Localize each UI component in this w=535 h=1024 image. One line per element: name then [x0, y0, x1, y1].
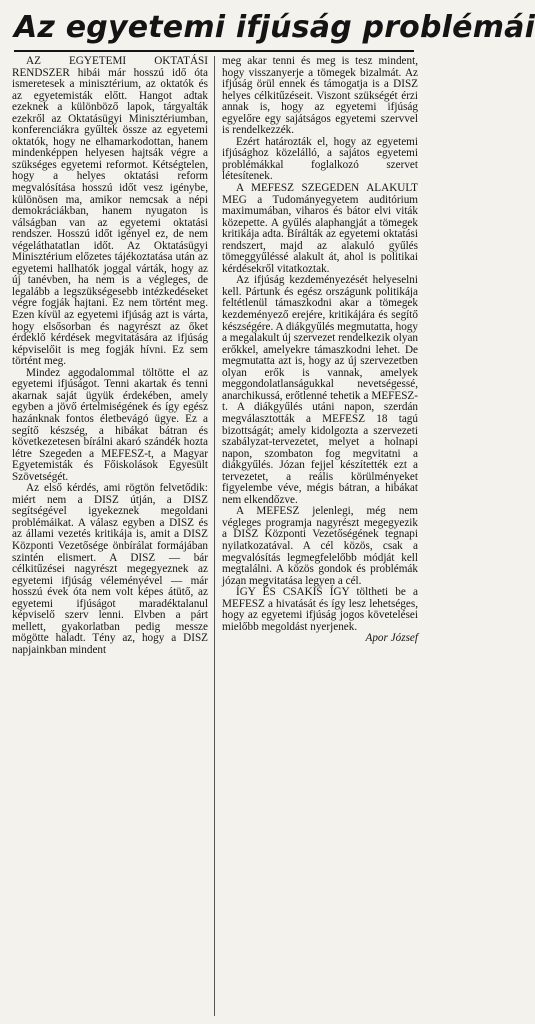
column-divider — [214, 56, 215, 1016]
paragraph-intro: AZ EGYETEMI OKTATÁSI RENDSZER hibái már hosszú idő óta ismeretesek a minisztérium, az oktatók és az egyetemisták előtt. Hangot adtak ezeknek a különböző lapok, tárgyalták ezekről az Oktatásügyi Minisztériumban, konferenciákra gyűltek össze az egyetemi oktatók, hogy ne elhamarkodottan, hanem mindenképpen helyesen hajtsák végre a szükséges egyetemi reformot. Kétségtelen, hogy a helyes oktatási reform megvalósítása hosszú időt vesz igénybe, különösen ma, amikor nemcsak a népi demokráciákban, hanem nyugaton is válságban van az egyetemi oktatási rendszer. Hosszú időt igényel ez, de nem végeláthatatlan időt. Az Oktatásügyi Minisztérium előzetes tájékoztatása után az egyetemi hallhatók joggal várták, hogy az új tanévben, ha nem is a végleges, de legalább a legszükségesebb intézkedéseket végre fogják hajtani. Ez nem történt meg. Ezen kívül az egyetemi ifjúság azt is várta, hogy elsősorban és nagyrészt az őket érdeklő kérdések megvitatására az ifjúság képviselőit is meg fogják hívni. Ez sem történt meg. — [12, 55, 208, 368]
paragraph-founding: A MEFESZ SZEGEDEN ALAKULT MEG a Tudományegyetem auditórium maximumában, viharos és bátor elvi viták közepette. A gyűlés alaphangját a tömegek kritikája adta. Bírálták az egyetemi oktatási rendszert, majd az alakuló gyűlés tömeggyűléssé alakult át, ahol is politikai kérdésekről vitatkoztak. — [222, 182, 418, 275]
paragraph-program: A MEFESZ jelenlegi, még nem végleges programja nagyrészt megegyezik a DISZ Központi Vezetőségének tegnapi nyilatkozatával. A cél közös, csak a megvalósítás legmegfelelőbb módját kell megtalálni. A közös gondok és problémák józan megvitatása legyen a cél. — [222, 505, 418, 587]
paragraph-initiative: Az ifjúság kezdeményezését helyeselni kell. Pártunk és egész országunk politikája feltétlenül támaszkodni akar a tömegek kezdeményező erejére, kritikájára és segítő készségére. A diákgyűlés megmutatta, hogy a megalakult új szervezet rendelkezik olyan erőkkel, amelyekre támaszkodni lehet. De megmutatta azt is, hogy az új szervezetben olyan erők is vannak, amelyek meggondolatlanságukkal nevetségessé, anarchikussá, erőtlenné tehetik a MEFESZ-t. A diákgyűlés utáni napon, szerdán megválasztották a MEFESZ 18 tagú bizottságát; amely kidolgozta a szervezeti szabályzat-tervezetet, melyet a holnapi napon, szombaton fog megvitatni a diákgyűlés. Józan fejjel készítették ezt a tervezetet, a reális körülményeket figyelembe véve, mégis bátran, a hibákat nem elkendőzve. — [222, 274, 418, 506]
paragraph-decision: Ezért határozták el, hogy az egyetemi ifjúsághoz közelálló, a sajátos egyetemi problémákkal foglalkozó szervet létesítenek. — [222, 135, 418, 183]
left-column — [12, 56, 208, 656]
author-signature: Apor József — [365, 632, 418, 645]
paragraph-conclusion: ÍGY ÉS CSAKIS ÍGY töltheti be a MEFESZ a hivatását és így lesz lehetséges, hogy az egyetemi ifjúság jogos követelései mielőbb megoldást nyerjenek. — [222, 586, 418, 633]
paragraph-disz-question: Az első kérdés, ami rögtön felvetődik: miért nem a DISZ útján, a DISZ segítségével igyekeznek megoldani problémáikat. A válasz egyben a DISZ és az állami vezetés kritikája is, amit a DISZ Központi Vezetősége önbírálat formájában szintén elismert. A DISZ — bár célkitűzései nagyrészt megegyeznek az egyetemi ifjúság véleményével — már hosszú évek óta nem volt képes átütő, az egyetemi ifjúságot maradéktalanul képviselő szerv lenni. Elvben a párt mellett, gyakorlatban pedig messze mögötte haladt. Tény az, hogy a DISZ napjainkban mindent — [12, 482, 208, 656]
paragraph-concern: Mindez aggodalommal töltötte el az egyetemi ifjúságot. Tenni akartak és tenni akarnak saját ügyük érdekében, amely egyben a jövő értelmiségének és így egész hazánknak fontos életbevágó ügye. Ez a segítő készség, a hibákat bátran és következetesen bírálni akaró szándék hozta létre Szegeden a MEFESZ-t, a Magyar Egyetemisták és Főiskolások Egyesült Szövetségét. — [12, 366, 208, 483]
article-headline: Az egyetemi ifjúság problémái — [14, 6, 414, 52]
paragraph-continued: meg akar tenni és meg is tesz mindent, hogy visszanyerje a tömegek bizalmát. Az ifjúság örül ennek és támogatja is a DISZ helyes célkitűzéseit. Viszont szükségét érzi annak is, hogy az egyetemi ifjúság egyelőre egy sajátságos egyetemi szervvel is rendelkezzék. — [222, 55, 418, 137]
right-column — [222, 56, 418, 645]
